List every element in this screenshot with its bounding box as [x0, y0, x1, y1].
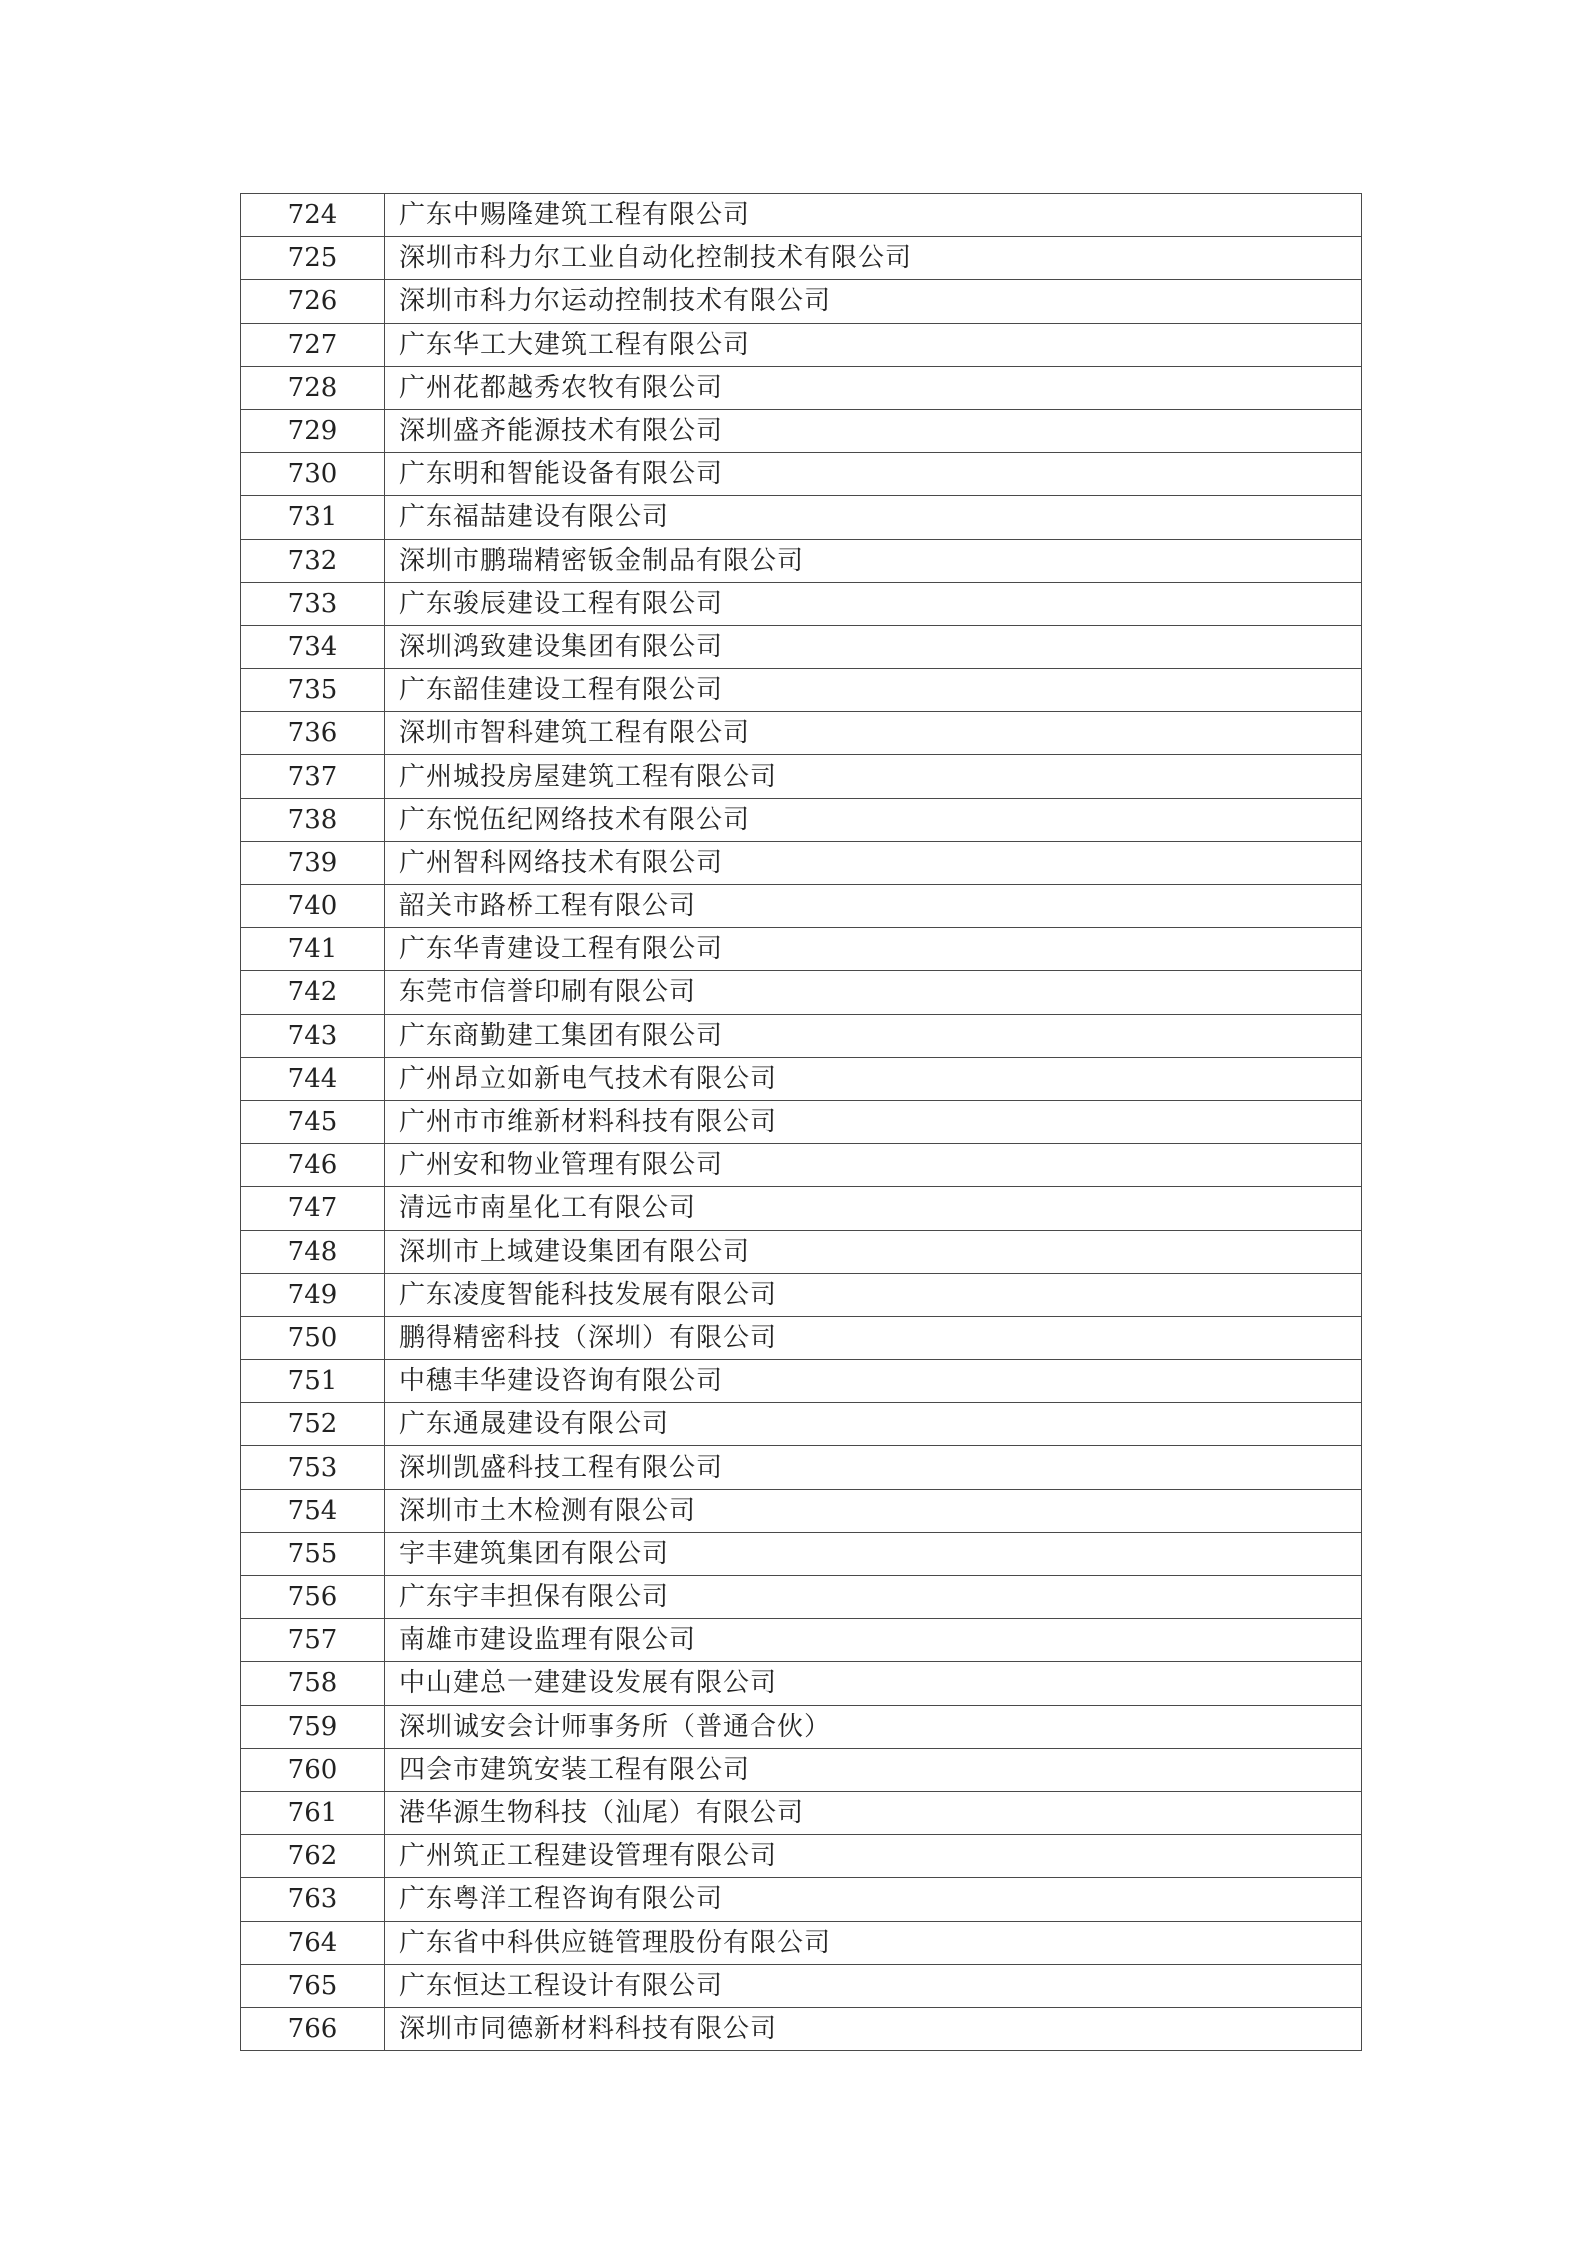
- row-number-cell: 731: [241, 496, 385, 539]
- row-number-cell: 728: [241, 366, 385, 409]
- company-name-cell: 广东悦伍纪网络技术有限公司: [385, 798, 1362, 841]
- company-name-cell: 中山建总一建建设发展有限公司: [385, 1662, 1362, 1705]
- company-name-cell: 宇丰建筑集团有限公司: [385, 1532, 1362, 1575]
- row-number-cell: 763: [241, 1878, 385, 1921]
- table-row: [241, 1360, 1362, 1403]
- table-row: [241, 712, 1362, 755]
- row-number-cell: 760: [241, 1748, 385, 1791]
- row-number-cell: 766: [241, 2007, 385, 2050]
- company-name-cell: 鹏得精密科技（深圳）有限公司: [385, 1316, 1362, 1359]
- row-number-cell: 750: [241, 1316, 385, 1359]
- table-row: [241, 1748, 1362, 1791]
- table-row: [241, 1273, 1362, 1316]
- company-name-cell: 深圳市土木检测有限公司: [385, 1489, 1362, 1532]
- row-number-cell: 755: [241, 1532, 385, 1575]
- row-number-cell: 727: [241, 323, 385, 366]
- company-name-cell: 港华源生物科技（汕尾）有限公司: [385, 1791, 1362, 1834]
- row-number-cell: 734: [241, 625, 385, 668]
- company-name-cell: 广州筑正工程建设管理有限公司: [385, 1835, 1362, 1878]
- row-number-cell: 733: [241, 582, 385, 625]
- table-row: [241, 409, 1362, 452]
- company-name-cell: 广东粤洋工程咨询有限公司: [385, 1878, 1362, 1921]
- company-name-cell: 中穗丰华建设咨询有限公司: [385, 1360, 1362, 1403]
- company-name-cell: 广东福喆建设有限公司: [385, 496, 1362, 539]
- table-row: [241, 1835, 1362, 1878]
- table-row: [241, 1403, 1362, 1446]
- row-number-cell: 736: [241, 712, 385, 755]
- table-row: [241, 625, 1362, 668]
- table-row: [241, 1791, 1362, 1834]
- company-name-cell: 广东明和智能设备有限公司: [385, 453, 1362, 496]
- table-row: [241, 1144, 1362, 1187]
- company-name-cell: 广东恒达工程设计有限公司: [385, 1964, 1362, 2007]
- company-name-cell: 广东通晟建设有限公司: [385, 1403, 1362, 1446]
- company-name-cell: 深圳盛齐能源技术有限公司: [385, 409, 1362, 452]
- company-name-cell: 韶关市路桥工程有限公司: [385, 885, 1362, 928]
- company-name-cell: 四会市建筑安装工程有限公司: [385, 1748, 1362, 1791]
- row-number-cell: 746: [241, 1144, 385, 1187]
- row-number-cell: 725: [241, 237, 385, 280]
- row-number-cell: 749: [241, 1273, 385, 1316]
- table-row: [241, 496, 1362, 539]
- table-row: [241, 1316, 1362, 1359]
- row-number-cell: 729: [241, 409, 385, 452]
- table-row: [241, 1057, 1362, 1100]
- table-row: [241, 928, 1362, 971]
- company-name-cell: 深圳市智科建筑工程有限公司: [385, 712, 1362, 755]
- row-number-cell: 764: [241, 1921, 385, 1964]
- row-number-cell: 745: [241, 1100, 385, 1143]
- company-name-cell: 清远市南星化工有限公司: [385, 1187, 1362, 1230]
- company-name-cell: 南雄市建设监理有限公司: [385, 1619, 1362, 1662]
- table-row: [241, 755, 1362, 798]
- table-row: [241, 453, 1362, 496]
- table-row: [241, 1878, 1362, 1921]
- company-name-cell: 广州城投房屋建筑工程有限公司: [385, 755, 1362, 798]
- table-row: [241, 1532, 1362, 1575]
- row-number-cell: 739: [241, 841, 385, 884]
- table-row: [241, 1446, 1362, 1489]
- table-row: [241, 1619, 1362, 1662]
- row-number-cell: 752: [241, 1403, 385, 1446]
- table-row: [241, 669, 1362, 712]
- table-row: [241, 280, 1362, 323]
- company-name-cell: 深圳鸿致建设集团有限公司: [385, 625, 1362, 668]
- row-number-cell: 761: [241, 1791, 385, 1834]
- table-row: [241, 798, 1362, 841]
- row-number-cell: 757: [241, 1619, 385, 1662]
- row-number-cell: 753: [241, 1446, 385, 1489]
- company-name-cell: 广东中赐隆建筑工程有限公司: [385, 194, 1362, 237]
- row-number-cell: 742: [241, 971, 385, 1014]
- company-name-cell: 广东骏辰建设工程有限公司: [385, 582, 1362, 625]
- table-row: [241, 1662, 1362, 1705]
- company-name-cell: 深圳市同德新材料科技有限公司: [385, 2007, 1362, 2050]
- row-number-cell: 747: [241, 1187, 385, 1230]
- table-row: [241, 1230, 1362, 1273]
- company-name-cell: 广东宇丰担保有限公司: [385, 1576, 1362, 1619]
- row-number-cell: 738: [241, 798, 385, 841]
- table-row: [241, 323, 1362, 366]
- company-name-cell: 广州昂立如新电气技术有限公司: [385, 1057, 1362, 1100]
- row-number-cell: 730: [241, 453, 385, 496]
- row-number-cell: 754: [241, 1489, 385, 1532]
- table-row: [241, 971, 1362, 1014]
- company-name-cell: 广州安和物业管理有限公司: [385, 1144, 1362, 1187]
- row-number-cell: 740: [241, 885, 385, 928]
- table-row: [241, 1187, 1362, 1230]
- row-number-cell: 743: [241, 1014, 385, 1057]
- company-name-cell: 广东华青建设工程有限公司: [385, 928, 1362, 971]
- company-name-cell: 广东商勤建工集团有限公司: [385, 1014, 1362, 1057]
- company-name-cell: 深圳凯盛科技工程有限公司: [385, 1446, 1362, 1489]
- company-name-cell: 深圳市鹏瑞精密钣金制品有限公司: [385, 539, 1362, 582]
- row-number-cell: 765: [241, 1964, 385, 2007]
- row-number-cell: 744: [241, 1057, 385, 1100]
- company-name-cell: 广东省中科供应链管理股份有限公司: [385, 1921, 1362, 1964]
- row-number-cell: 758: [241, 1662, 385, 1705]
- row-number-cell: 726: [241, 280, 385, 323]
- company-name-cell: 广州花都越秀农牧有限公司: [385, 366, 1362, 409]
- table-row: [241, 366, 1362, 409]
- company-name-cell: 广东韶佳建设工程有限公司: [385, 669, 1362, 712]
- table-row: [241, 1705, 1362, 1748]
- row-number-cell: 748: [241, 1230, 385, 1273]
- table-row: [241, 1921, 1362, 1964]
- company-list-body: [241, 194, 1362, 2051]
- company-name-cell: 广东华工大建筑工程有限公司: [385, 323, 1362, 366]
- company-name-cell: 东莞市信誉印刷有限公司: [385, 971, 1362, 1014]
- table-row: [241, 194, 1362, 237]
- company-name-cell: 深圳市科力尔运动控制技术有限公司: [385, 280, 1362, 323]
- table-row: [241, 1964, 1362, 2007]
- company-list-table: [240, 193, 1362, 2051]
- table-row: [241, 1100, 1362, 1143]
- table-row: [241, 1576, 1362, 1619]
- row-number-cell: 751: [241, 1360, 385, 1403]
- company-name-cell: 广州智科网络技术有限公司: [385, 841, 1362, 884]
- row-number-cell: 735: [241, 669, 385, 712]
- table-row: [241, 2007, 1362, 2050]
- table-row: [241, 1014, 1362, 1057]
- row-number-cell: 762: [241, 1835, 385, 1878]
- table-row: [241, 237, 1362, 280]
- row-number-cell: 724: [241, 194, 385, 237]
- company-name-cell: 深圳市科力尔工业自动化控制技术有限公司: [385, 237, 1362, 280]
- company-name-cell: 深圳诚安会计师事务所（普通合伙）: [385, 1705, 1362, 1748]
- table-row: [241, 582, 1362, 625]
- row-number-cell: 756: [241, 1576, 385, 1619]
- row-number-cell: 737: [241, 755, 385, 798]
- company-name-cell: 广东凌度智能科技发展有限公司: [385, 1273, 1362, 1316]
- table-row: [241, 841, 1362, 884]
- row-number-cell: 741: [241, 928, 385, 971]
- table-row: [241, 885, 1362, 928]
- table-row: [241, 539, 1362, 582]
- table-row: [241, 1489, 1362, 1532]
- row-number-cell: 759: [241, 1705, 385, 1748]
- company-name-cell: 广州市市维新材料科技有限公司: [385, 1100, 1362, 1143]
- company-name-cell: 深圳市上域建设集团有限公司: [385, 1230, 1362, 1273]
- row-number-cell: 732: [241, 539, 385, 582]
